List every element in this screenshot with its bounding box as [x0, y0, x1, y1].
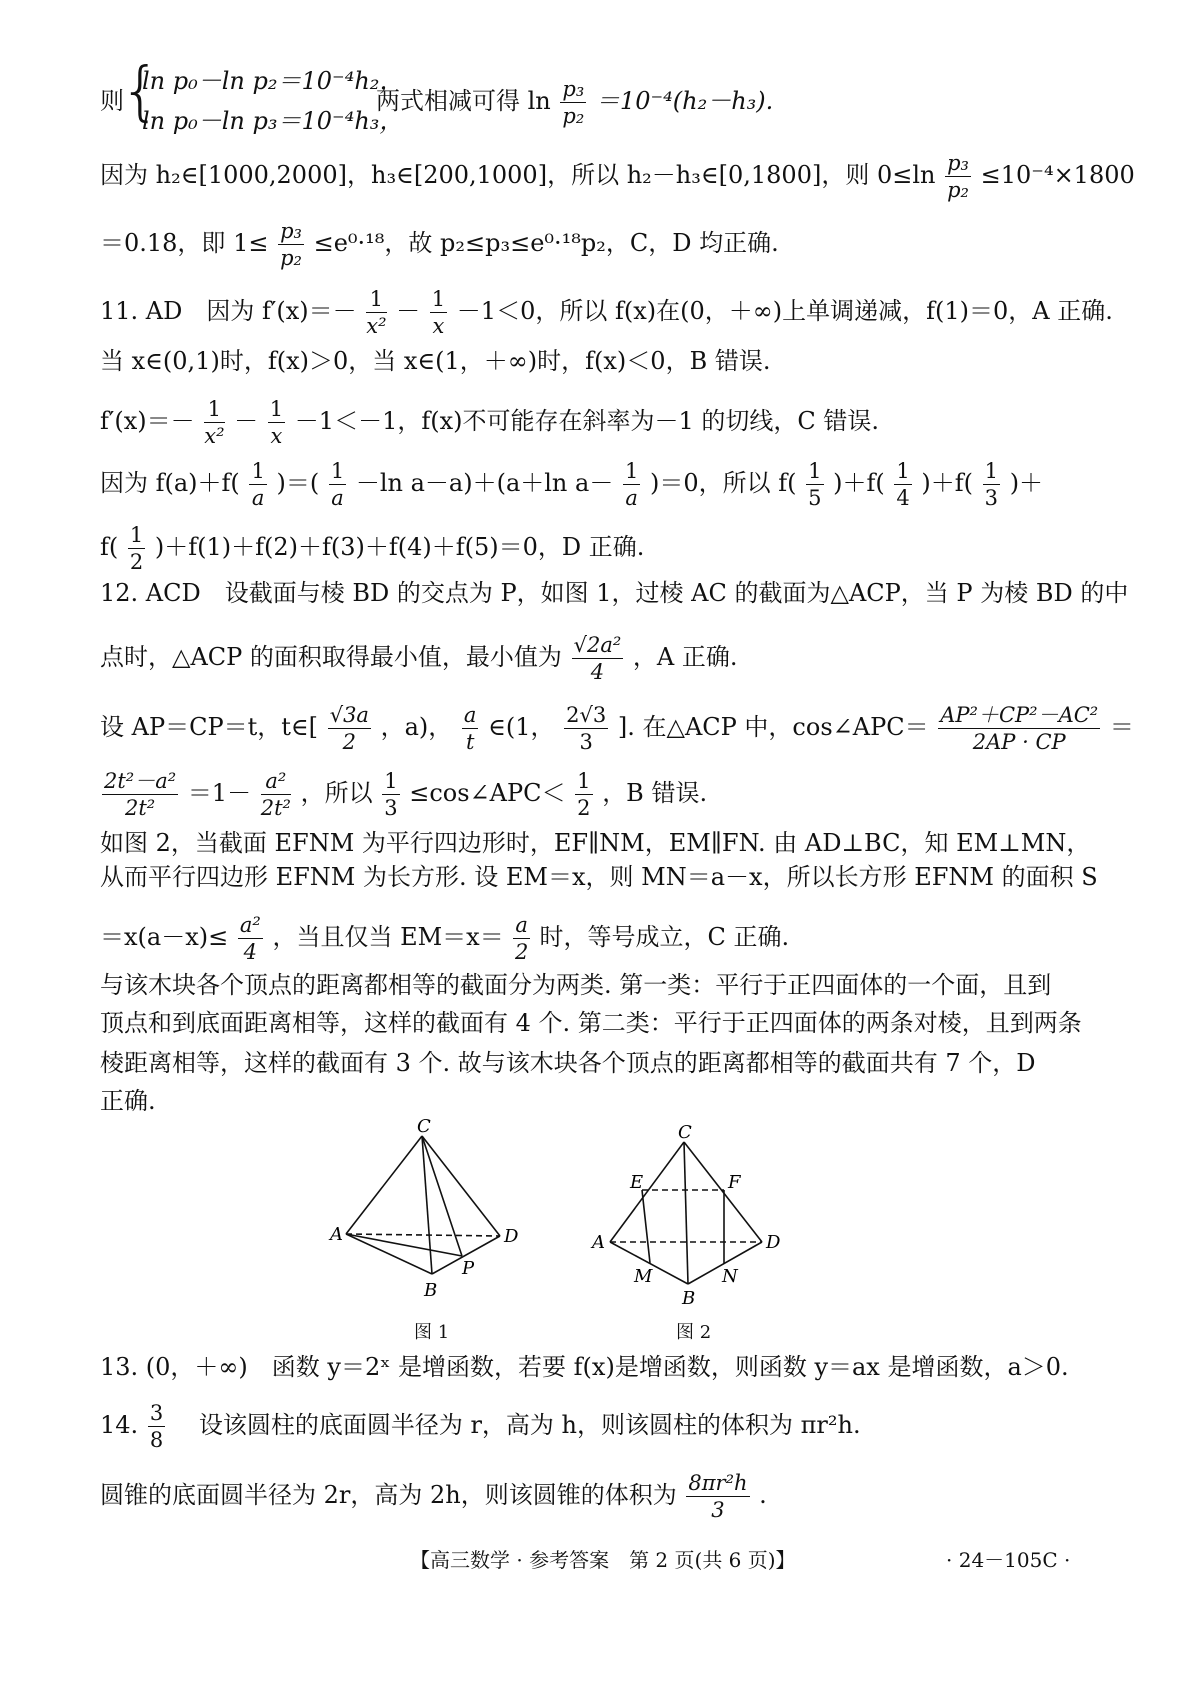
fig2-label-C: C: [678, 1122, 692, 1143]
equation-line-1: ln p₀－ln p₂＝10⁻⁴h₂，: [142, 67, 404, 95]
q11-line-5: f( $\frac{1}{2}$ )＋f(1)＋f(2)＋f(3)＋f(4)＋f(5)＝0，D 正确.: [100, 523, 645, 574]
fig2-label-D: D: [766, 1232, 781, 1253]
para-conclusion: ＝0.18，即 1≤ $\frac{\text{p₃}}{\text{p₂}}$ ≤e⁰·¹⁸，故 p₂≤p₃≤e⁰·¹⁸p₂，C，D 均正确.: [100, 219, 779, 270]
fig2-label-F: F: [728, 1172, 741, 1193]
para-range: 因为 h₂∈[1000,2000]，h₃∈[200,1000]，所以 h₂－h₃∈[0,1800]，则 0≤ln $\frac{\text{p₃}}{\text{p₂}}$ ≤10⁻⁴×1800: [100, 151, 1135, 202]
fig2-label-E: E: [630, 1172, 644, 1193]
fig1-label-P: P: [462, 1258, 475, 1279]
q12-line-9: 顶点和到底面距离相等，这样的截面有 4 个. 第二类：平行于正四面体的两条对棱，且到两条: [100, 1009, 1082, 1037]
q13-line: 13. (0，＋∞) 函数 y＝2ˣ 是增函数，若要 f(x)是增函数，则函数 y＝ax 是增函数，a＞0.: [100, 1353, 1069, 1381]
subtract-result: 两式相减可得 ln $\frac{\text{p₃}}{\text{p₂}}$ ＝10⁻⁴(h₂－h₃).: [376, 77, 774, 128]
q12-line-5: 如图 2，当截面 EFNM 为平行四边形时，EF∥NM，EM∥FN. 由 AD⊥BC，知 EM⊥MN，: [100, 829, 1091, 857]
figure-1-caption: 图 1: [414, 1322, 450, 1343]
figure-1: [320, 1114, 540, 1314]
footer-right: · 24－105C ·: [946, 1548, 1071, 1572]
equation-line-2: ln p₀－ln p₃＝10⁻⁴h₃，: [142, 107, 404, 135]
fig2-label-N: N: [722, 1266, 738, 1287]
q14-line-2: 圆锥的底面圆半径为 2r，高为 2h，则该圆锥的体积为 $\frac{\text{8πr²h}}{3}$ .: [100, 1471, 767, 1522]
q12-line-10: 棱距离相等，这样的截面有 3 个. 故与该木块各个顶点的距离都相等的截面共有 7 个，D: [100, 1049, 1036, 1077]
q11-line-4: 因为 f(a)＋f( $\frac{1}{a}$ )＝( $\frac{1}{a}$ －ln a－a)＋(a＋ln a－ $\frac{1}{a}$ )＝0，所以 f( $\frac{1}{5}$ )＋f( $\frac{1}{4}$ )＋f( $\frac{1}{3}$ )＋: [100, 459, 1044, 510]
footer-center: 【高三数学 · 参考答案 第 2 页(共 6 页)】: [410, 1548, 796, 1572]
fig1-label-C: C: [417, 1116, 431, 1137]
fig2-label-M: M: [634, 1266, 653, 1287]
figure-2-caption: 图 2: [676, 1322, 712, 1343]
fig1-label-D: D: [504, 1226, 519, 1247]
q12-line-7: ＝x(a－x)≤ $\frac{\text{a²}}{4}$ ，当且仅当 EM＝x＝ $\frac{a}{2}$ 时，等号成立，C 正确.: [100, 913, 790, 964]
intro-prefix: 则: [100, 87, 124, 115]
q12-line-6: 从而平行四边形 EFNM 为长方形. 设 EM＝x，则 MN＝a－x，所以长方形 EFNM 的面积 S: [100, 863, 1098, 891]
q11-line-3: f′(x)＝－ $\frac{1}{\text{x²}}$ － $\frac{1}{x}$ －1＜－1，f(x)不可能存在斜率为－1 的切线，C 错误.: [100, 397, 879, 448]
fig2-label-A: A: [592, 1232, 605, 1253]
q11-line-2: 当 x∈(0,1)时，f(x)＞0，当 x∈(1，＋∞)时，f(x)＜0，B 错误.: [100, 347, 771, 375]
figure-2: [580, 1118, 800, 1318]
q11-line-1: 11. AD 因为 f′(x)＝－ $\frac{1}{\text{x²}}$ － $\frac{1}{x}$ －1＜0，所以 f(x)在(0，＋∞)上单调递减，f(1)＝0，A 正确.: [100, 287, 1113, 338]
fig2-label-B: B: [682, 1288, 696, 1309]
q12-line-8: 与该木块各个顶点的距离都相等的截面分为两类. 第一类：平行于正四面体的一个面，且到: [100, 971, 1052, 999]
q12-line-3: 设 AP＝CP＝t，t∈[ $\frac{√3a}{2}$ ，a)， $\frac{a}{t}$ ∈(1， $\frac{2√3}{3}$ ]. 在△ACP 中，cos∠APC＝ $\frac{\text{AP²＋CP²－AC²}}{2AP \cdot CP}$ ＝: [100, 703, 1134, 754]
fig1-label-A: A: [330, 1224, 343, 1245]
brace: {: [120, 55, 161, 129]
q12-line-1: 12. ACD 设截面与棱 BD 的交点为 P，如图 1，过棱 AC 的截面为△ACP，当 P 为棱 BD 的中: [100, 579, 1129, 607]
q12-line-2: 点时，△ACP 的面积取得最小值，最小值为 $\frac{\text{√2a²}}{4}$ ，A 正确.: [100, 633, 738, 684]
q14-line-1: 14. $\frac{3}{8}$ 设该圆柱的底面圆半径为 r，高为 h，则该圆柱的体积为 πr²h.: [100, 1401, 861, 1452]
fig1-label-B: B: [424, 1280, 438, 1301]
q12-line-4: $\frac{\text{2t²－a²}}{\text{2t²}}$ ＝1－ $\frac{\text{a²}}{\text{2t²}}$ ，所以 $\frac{1}{3}$ ≤cos∠APC＜ $\frac{1}{2}$ ，B 错误.: [104, 769, 708, 820]
q12-line-11: 正确.: [100, 1087, 156, 1115]
